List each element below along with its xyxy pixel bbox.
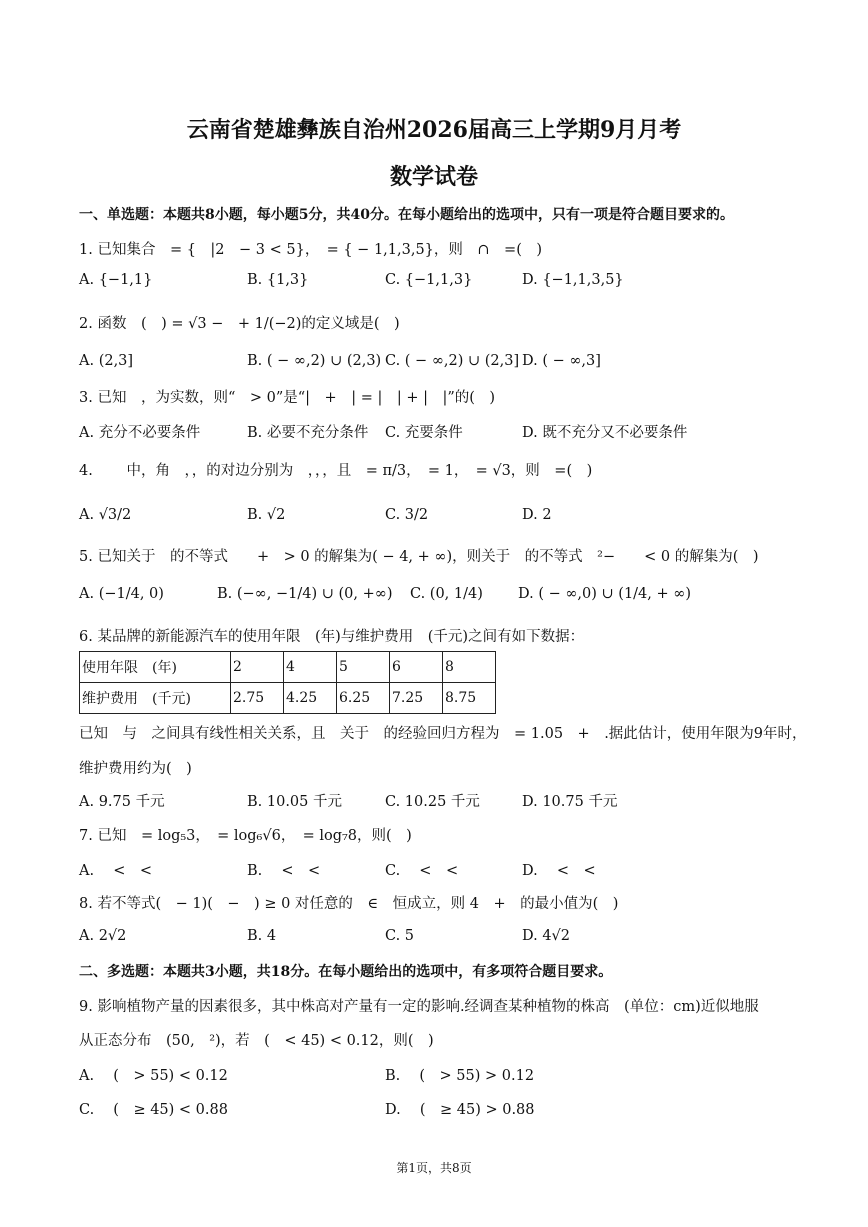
question-1-option-b: B. {1,3} (247, 272, 309, 288)
question-3-option-c: C. 充要条件 (385, 425, 463, 441)
question-2-stem: 2. 函数 ( ) = √3 − + 1/(−2)的定义域是( ) (79, 316, 400, 332)
question-8-option-d: D. 4√2 (522, 928, 571, 944)
question-7-option-d: D. < < (522, 863, 596, 879)
question-7-option-b: B. < < (247, 863, 321, 879)
table-cell: 2 (231, 652, 284, 683)
question-5-option-c: C. (0, 1/4) (410, 586, 483, 602)
question-2-option-b: B. ( − ∞,2) ∪ (2,3) (247, 353, 382, 369)
question-9-option-b: B. ( > 55) > 0.12 (385, 1068, 535, 1084)
table-cell: 8.75 (443, 683, 496, 714)
question-3-option-b: B. 必要不充分条件 (247, 425, 369, 441)
question-5-stem: 5. 已知关于 的不等式 + > 0 的解集为( − 4, + ∞)，则关于 的不等式 ²− < 0 的解集为( ) (79, 549, 759, 565)
exam-subtitle: 数学试卷 (389, 164, 478, 190)
question-3-option-a: A. 充分不必要条件 (79, 425, 201, 441)
question-6-option-d: D. 10.75 千元 (522, 794, 618, 810)
question-1-option-d: D. {−1,1,3,5} (522, 272, 624, 288)
question-9-option-d: D. ( ≥ 45) > 0.88 (385, 1102, 535, 1118)
table-cell: 4 (284, 652, 337, 683)
question-9-stem-line1: 9. 影响植物产量的因素很多，其中株高对产量有一定的影响.经调查某种植物的株高 (单位：cm)近似地服 (79, 999, 759, 1015)
table-cell: 7.25 (390, 683, 443, 714)
table-cell: 5 (337, 652, 390, 683)
question-8-option-c: C. 5 (385, 928, 415, 944)
question-1-option-a: A. {−1,1} (79, 272, 153, 288)
question-6-option-b: B. 10.05 千元 (247, 794, 342, 810)
question-9-option-c: C. ( ≥ 45) < 0.88 (79, 1102, 228, 1118)
question-5-option-b: B. (−∞, −1/4) ∪ (0, +∞) (217, 586, 393, 602)
question-8-stem: 8. 若不等式( − 1)( − ) ≥ 0 对任意的 ∈ 恒成立，则 4 + 的最小值为( ) (79, 896, 619, 912)
page-number-footer: 第1页，共8页 (396, 1161, 472, 1175)
question-2-option-a: A. (2,3] (79, 353, 134, 369)
table-cell: 维护费用 (千元) (80, 683, 231, 714)
table-row (80, 683, 496, 714)
question-3-stem: 3. 已知 ，为实数，则“ > 0”是“| + | = | | + | |”的( ) (79, 390, 496, 406)
question-6-option-c: C. 10.25 千元 (385, 794, 480, 810)
question-2-option-c: C. ( − ∞,2) ∪ (2,3] (385, 353, 520, 369)
question-1-option-c: C. {−1,1,3} (385, 272, 473, 288)
question-4-stem: 4. 中，角 ，，的对边分别为 ，，，且 = π/3， = 1， = √3，则 =( ) (79, 463, 593, 479)
question-7-option-a: A. < < (79, 863, 152, 879)
question-1-stem: 1. 已知集合 = { |2 − 3 < 5}， = { − 1,1,3,5}，则 ∩ =( ) (79, 242, 543, 258)
question-7-stem: 7. 已知 = log₅3， = log₆√6， = log₇8，则( ) (79, 828, 412, 844)
table-cell: 8 (443, 652, 496, 683)
question-5-option-a: A. (−1/4, 0) (79, 586, 164, 602)
table-cell: 使用年限 (年) (80, 652, 231, 683)
question-6-regression-text: 已知 与 之间具有线性相关关系，且 关于 的经验回归方程为 = 1.05 + .据此估计，使用年限为9年时， (79, 726, 807, 742)
table-cell: 2.75 (231, 683, 284, 714)
section-heading-single-choice: 一、单选题：本题共8小题，每小题5分，共40分。在每小题给出的选项中，只有一项是符合题目要求的。 (79, 207, 734, 223)
section-heading-multi-choice: 二、多选题：本题共3小题，共18分。在每小题给出的选项中，有多项符合题目要求。 (79, 964, 613, 980)
question-4-option-b: B. √2 (247, 507, 286, 523)
exam-title: 云南省楚雄彝族自治州2026届高三上学期9月月考 (186, 117, 682, 143)
question-2-option-d: D. ( − ∞,3] (522, 353, 601, 369)
question-6-option-a: A. 9.75 千元 (79, 794, 165, 810)
question-4-option-d: D. 2 (522, 507, 552, 523)
question-8-option-a: A. 2√2 (79, 928, 127, 944)
question-8-option-b: B. 4 (247, 928, 277, 944)
question-6-prompt: 维护费用约为( ) (79, 761, 192, 777)
question-5-option-d: D. ( − ∞,0) ∪ (1/4, + ∞) (518, 586, 691, 602)
table-cell: 6 (390, 652, 443, 683)
maintenance-cost-table (79, 651, 496, 714)
table-row (80, 652, 496, 683)
table-cell: 4.25 (284, 683, 337, 714)
table-cell: 6.25 (337, 683, 390, 714)
question-3-option-d: D. 既不充分又不必要条件 (522, 425, 688, 441)
question-4-option-a: A. √3/2 (79, 507, 132, 523)
question-7-option-c: C. < < (385, 863, 459, 879)
question-6-stem: 6. 某品牌的新能源汽车的使用年限 (年)与维护费用 (千元)之间有如下数据： (79, 629, 585, 645)
question-9-stem-line2: 从正态分布 (50, ²)，若 ( < 45) < 0.12，则( ) (79, 1033, 434, 1049)
question-9-option-a: A. ( > 55) < 0.12 (79, 1068, 228, 1084)
question-4-option-c: C. 3/2 (385, 507, 429, 523)
